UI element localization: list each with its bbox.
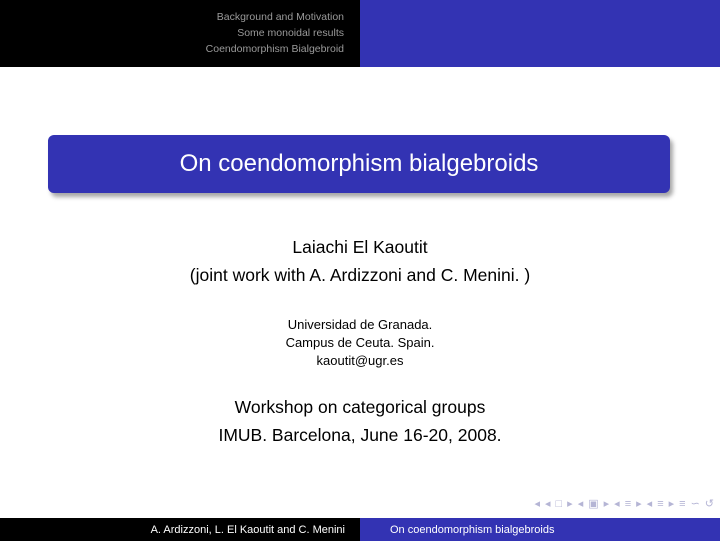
doc-back-icon[interactable]: ◂	[646, 498, 653, 510]
align-icon[interactable]: ≡	[679, 498, 686, 510]
institute-block	[0, 316, 720, 370]
frame-forward-icon[interactable]: ▸	[567, 498, 573, 510]
section-icon[interactable]: ≡	[624, 498, 632, 510]
footer-title: On coendomorphism bialgebroids	[360, 518, 720, 541]
author-block	[0, 233, 720, 289]
section-back-icon[interactable]: ◂	[614, 498, 620, 510]
author-name: Laiachi El Kaoutit	[292, 237, 428, 257]
doc-icon[interactable]: ≡	[657, 498, 664, 510]
event-name: Workshop on categorical groups	[234, 397, 486, 417]
nav-first-icon[interactable]: ◂	[534, 498, 540, 510]
subsection-forward-icon[interactable]: ▸	[603, 498, 610, 510]
footer-bar	[0, 518, 720, 541]
frame-back-icon[interactable]: ◂	[544, 498, 551, 510]
title-box	[48, 135, 670, 193]
section-forward-icon[interactable]: ▸	[636, 498, 642, 510]
frame-icon[interactable]: □	[555, 498, 563, 510]
institute-email: kaoutit@ugr.es	[316, 353, 404, 368]
institute-campus: Campus de Ceuta. Spain.	[285, 335, 435, 350]
nav-section-monoidal[interactable]: Some monoidal results	[237, 27, 344, 39]
nav-section-background[interactable]: Background and Motivation	[216, 11, 344, 23]
event-place-date: IMUB. Barcelona, June 16-20, 2008.	[218, 425, 502, 445]
header-left-panel	[0, 0, 360, 67]
institute-university: Universidad de Granada.	[287, 317, 433, 332]
page-title: On coendomorphism bialgebroids	[179, 150, 539, 177]
doc-forward-icon[interactable]: ▸	[668, 498, 675, 510]
beamer-navigation-symbols	[534, 498, 714, 510]
search-icon[interactable]: ∽	[690, 498, 700, 510]
header-right-panel	[360, 0, 720, 67]
subsection-icon[interactable]: ▣	[588, 498, 599, 510]
nav-section-coendomorphism[interactable]: Coendomorphism Bialgebroid	[205, 43, 344, 55]
header-bar	[0, 0, 720, 67]
author-collaborators: (joint work with A. Ardizzoni and C. Menini. )	[189, 265, 531, 285]
loop-icon[interactable]: ↺	[704, 498, 714, 510]
footer-authors: A. Ardizzoni, L. El Kaoutit and C. Menini	[0, 518, 360, 541]
subsection-back-icon[interactable]: ◂	[577, 498, 584, 510]
event-block	[0, 393, 720, 449]
section-navigation	[206, 9, 344, 57]
